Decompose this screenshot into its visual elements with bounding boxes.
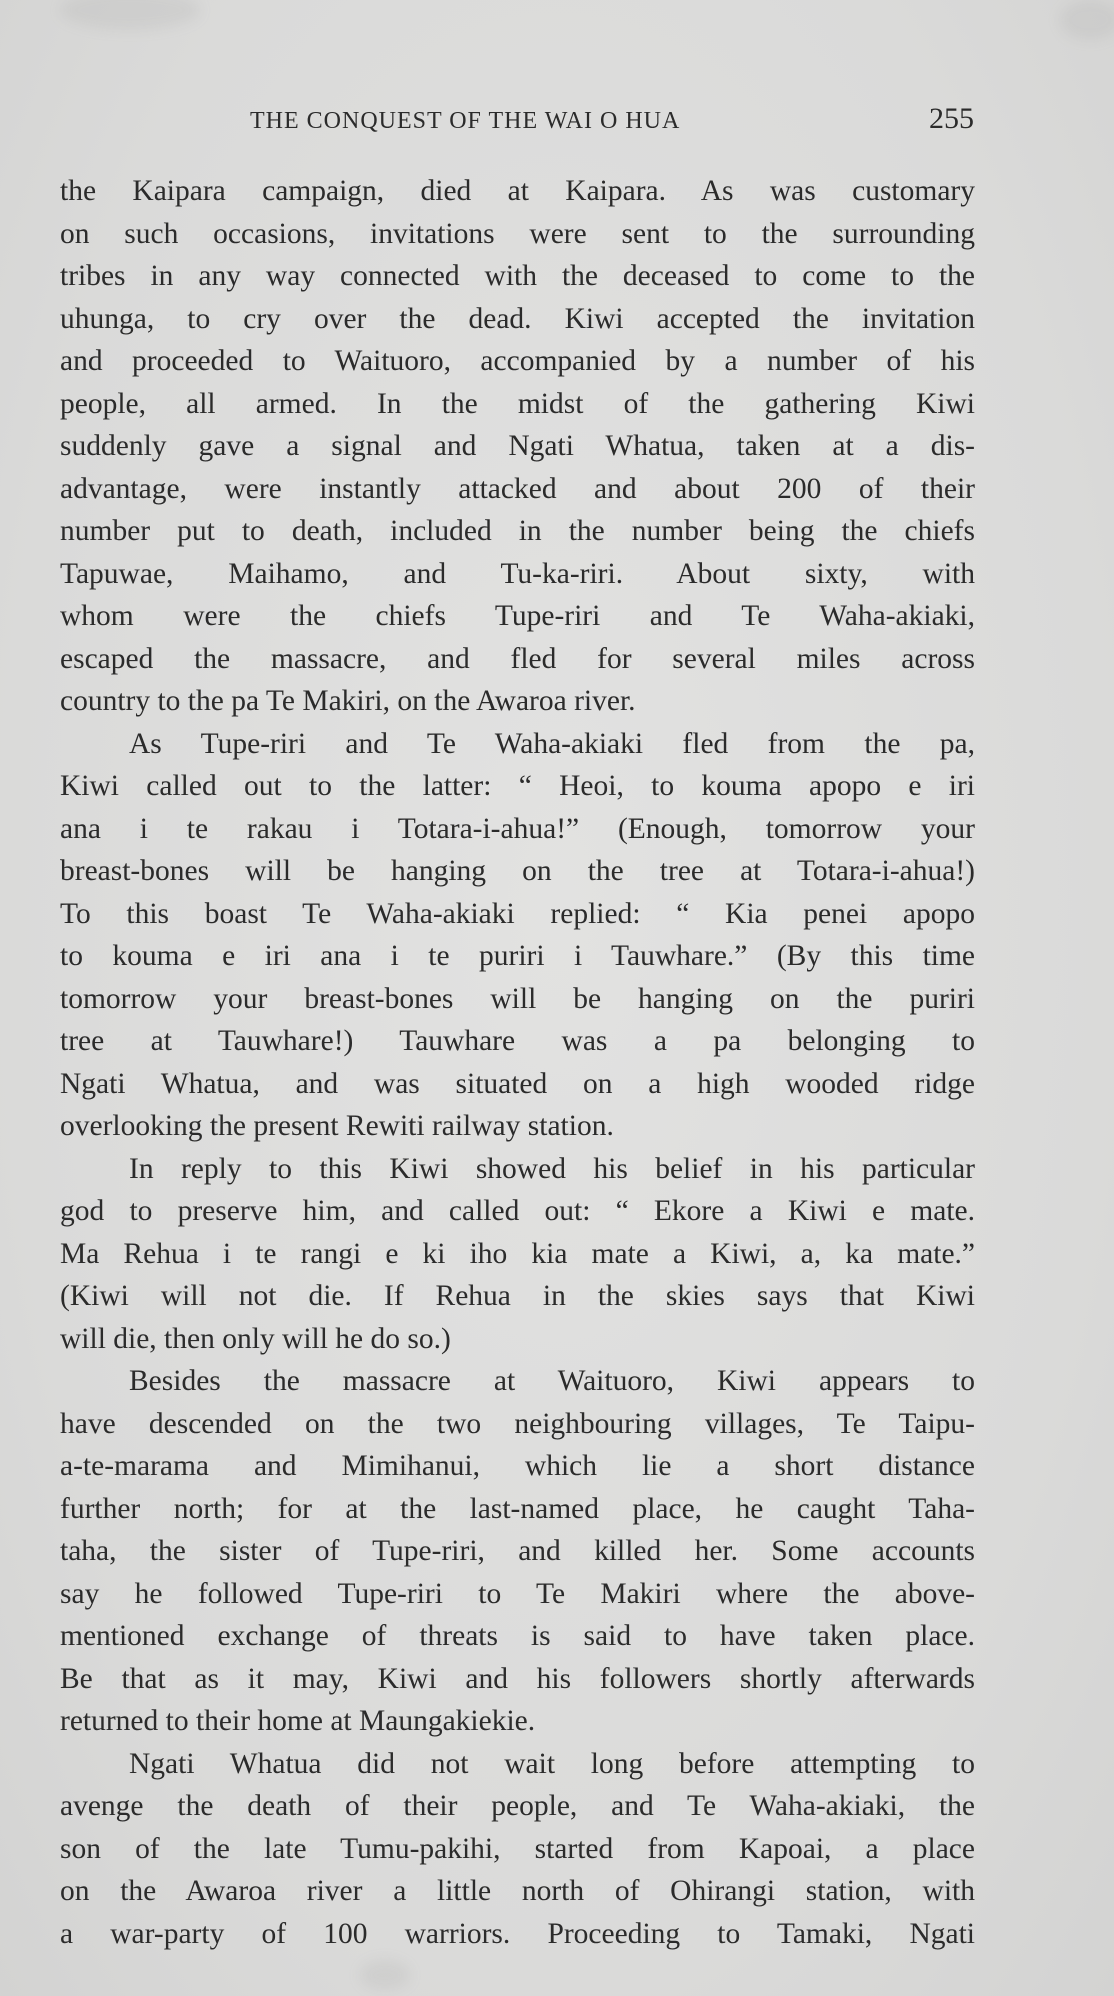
text-line: tribes in any way connected with the deceased to come to the [60, 260, 975, 292]
text-line: have descended on the two neighbouring villages, Te Taipu- [60, 1407, 975, 1440]
text-line: and proceeded to Waituoro, accompanied by a number of his [60, 345, 975, 377]
text-line: country to the pa Te Makiri, on the Awaroa river. [60, 685, 636, 717]
text-line: say he followed Tupe-riri to Te Makiri where the above- [60, 1577, 975, 1610]
text-line: avenge the death of their people, and Te Waha-akiaki, the [60, 1790, 975, 1822]
text-line: Tapuwae, Maihamo, and Tu-ka-riri. About sixty, with [60, 557, 975, 590]
text-line: the Kaipara campaign, died at Kaipara. As was customary [60, 175, 975, 207]
paragraph [60, 723, 975, 1148]
text-line: In reply to this Kiwi showed his belief in his particular [129, 1152, 975, 1185]
text-line: Ngati Whatua, and was situated on a high wooded ridge [60, 1067, 975, 1100]
text-line: taha, the sister of Tupe-riri, and killed her. Some accounts [60, 1535, 975, 1567]
text-line: Kiwi called out to the latter: “ Heoi, to kouma apopo e iri [60, 770, 975, 802]
text-line: tree at Tauwhare!) Tauwhare was a pa belonging to [60, 1025, 975, 1057]
paragraph [60, 1743, 975, 1956]
text-line: son of the late Tumu-pakihi, started from Kapoai, a place [60, 1832, 975, 1865]
text-line: Ngati Whatua did not wait long before attempting to [129, 1747, 975, 1780]
text-line: ana i te rakau i Totara-i-ahua!” (Enough, tomorrow your [60, 812, 975, 845]
text-line: suddenly gave a signal and Ngati Whatua, taken at a dis- [60, 430, 975, 462]
text-line: uhunga, to cry over the dead. Kiwi accepted the invitation [60, 302, 975, 335]
text-line: mentioned exchange of threats is said to have taken place. [60, 1620, 975, 1652]
text-line: Ma Rehua i te rangi e ki iho kia mate a Kiwi, a, ka mate.” [60, 1237, 975, 1270]
text-line: returned to their home at Maungakiekie. [60, 1705, 536, 1737]
paper-stain [1060, 0, 1114, 40]
text-line: breast-bones will be hanging on the tree at Totara-i-ahua!) [60, 855, 975, 887]
text-line: a war-party of 100 warriors. Proceeding to Tamaki, Ngati [60, 1917, 975, 1950]
text-line: will die, then only will he do so.) [60, 1322, 451, 1355]
text-line: people, all armed. In the midst of the gathering Kiwi [60, 387, 975, 420]
text-line: god to preserve him, and called out: “ Ekore a Kiwi e mate. [60, 1195, 975, 1227]
text-line: To this boast Te Waha-akiaki replied: “ Kia penei apopo [60, 897, 975, 930]
running-head [60, 102, 974, 142]
paper-stain [60, 0, 200, 30]
text-line: Be that as it may, Kiwi and his followers shortly afterwards [60, 1662, 975, 1695]
text-line: overlooking the present Rewiti railway station. [60, 1110, 614, 1142]
text-line: to kouma e iri ana i te puriri i Tauwhare.” (By this time [60, 940, 975, 972]
running-title: THE CONQUEST OF THE WAI O HUA [250, 108, 681, 134]
text-line: tomorrow your breast-bones will be hanging on the puriri [60, 982, 975, 1015]
page-number: 255 [929, 102, 974, 135]
text-line: further north; for at the last-named place, he caught Taha- [60, 1492, 975, 1525]
text-line: Besides the massacre at Waituoro, Kiwi appears to [129, 1365, 975, 1397]
text-line: a-te-marama and Mimihanui, which lie a short distance [60, 1450, 975, 1482]
body-text [60, 170, 975, 1955]
text-line: on the Awaroa river a little north of Ohirangi station, with [60, 1875, 975, 1907]
text-line: whom were the chiefs Tupe-riri and Te Waha-akiaki, [60, 600, 975, 632]
text-line: (Kiwi will not die. If Rehua in the skies says that Kiwi [60, 1280, 975, 1312]
text-line: escaped the massacre, and fled for several miles across [60, 642, 975, 675]
paragraph [60, 1148, 975, 1361]
paragraph [60, 1360, 975, 1743]
paragraph [60, 170, 975, 723]
paper-stain [360, 1960, 410, 1990]
text-line: As Tupe-riri and Te Waha-akiaki fled from the pa, [129, 727, 975, 760]
text-line: advantage, were instantly attacked and about 200 of their [60, 472, 975, 505]
text-line: number put to death, included in the number being the chiefs [60, 515, 975, 547]
text-line: on such occasions, invitations were sent to the surrounding [60, 217, 975, 250]
